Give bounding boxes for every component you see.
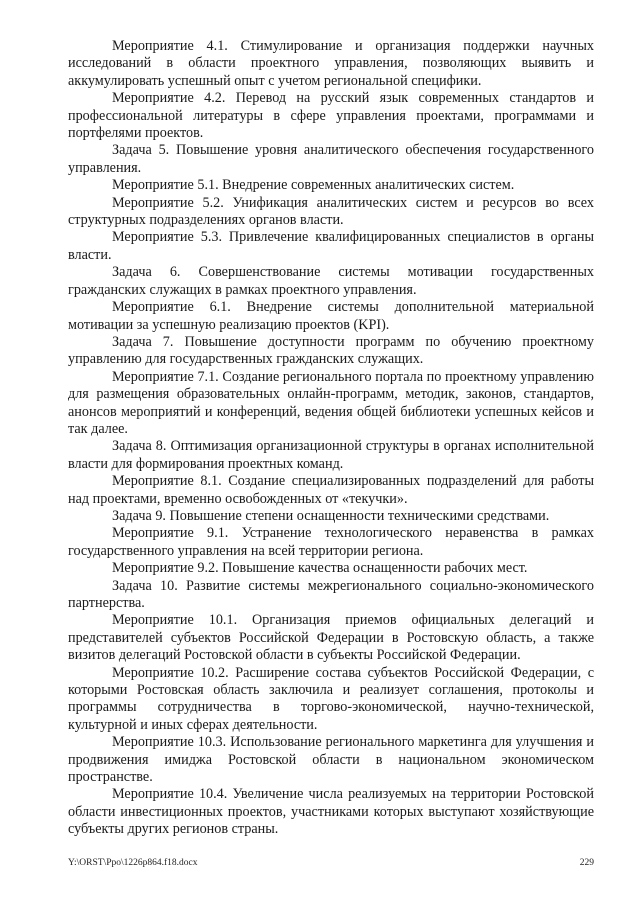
paragraph-measure-6-1: Мероприятие 6.1. Внедрение системы дополнительной материальной мотивации за успешную реализацию проектов (KPI). xyxy=(68,299,594,333)
paragraph-task-6: Задача 6. Совершенствование системы мотивации государственных гражданских служащих в рамках проектного управления. xyxy=(68,264,594,298)
paragraph-measure-5-2: Мероприятие 5.2. Унификация аналитических систем и ресурсов во всех структурных подразделениях органов власти. xyxy=(68,194,594,229)
paragraph-measure-5-3: Мероприятие 5.3. Привлечение квалифицированных специалистов в органы власти. xyxy=(68,229,594,263)
paragraph-task-10: Задача 10. Развитие системы межрегионального социально-экономического партнерства. xyxy=(68,577,594,611)
document-body xyxy=(68,38,594,839)
paragraph-measure-4-2: Мероприятие 4.2. Перевод на русский язык современных стандартов и профессиональной литературы в сфере управления проектами, программами и портфелями проектов. xyxy=(68,90,594,142)
paragraph-measure-9-2: Мероприятие 9.2. Повышение качества оснащенности рабочих мест. xyxy=(112,560,528,577)
paragraph-measure-9-1: Мероприятие 9.1. Устранение технологического неравенства в рамках государственного управления на всей территории региона. xyxy=(68,525,594,559)
footer-file-path: Y:\ORST\Ppo\1226p864.f18.docx xyxy=(68,858,198,868)
paragraph-task-8: Задача 8. Оптимизация организационной структуры в органах исполнительной власти для формирования проектных команд. xyxy=(68,438,594,472)
paragraph-measure-8-1: Мероприятие 8.1. Создание специализированных подразделений для работы над проектами, временно освобожденных от «текучки». xyxy=(68,473,594,507)
paragraph-measure-10-2: Мероприятие 10.2. Расширение состава субъектов Российской Федерации, с которыми Ростовская область заключила и реализует соглашения, протоколы и программы сотрудничества в торгово-экономической, научно-технической, культурной и иных сферах деятельности. xyxy=(68,664,594,733)
page-number: 229 xyxy=(579,858,594,868)
paragraph-measure-7-1: Мероприятие 7.1. Создание регионального портала по проектному управлению для размещения образовательных онлайн-программ, методик, законов, стандартов, анонсов мероприятий и конференций, ведения общей библиотеки успешных кейсов и так далее. xyxy=(68,368,594,437)
paragraph-task-5: Задача 5. Повышение уровня аналитического обеспечения государственного управления. xyxy=(68,142,594,176)
paragraph-measure-4-1: Мероприятие 4.1. Стимулирование и организация поддержки научных исследований в области проектного управления, позволяющих выявить и аккумулировать успешный опыт с учетом региональной специфики. xyxy=(68,38,594,89)
paragraph-measure-10-4: Мероприятие 10.4. Увеличение числа реализуемых на территории Ростовской области инвестиционных проектов, участниками которых выступают хозяйствующие субъекты других регионов страны. xyxy=(68,786,594,838)
paragraph-task-9: Задача 9. Повышение степени оснащенности техническими средствами. xyxy=(112,507,550,524)
paragraph-measure-10-1: Мероприятие 10.1. Организация приемов официальных делегаций и представителей субъектов Российской Федерации в Ростовскую область, а также визитов делегаций Ростовской области в субъекты Российской Федерации. xyxy=(68,612,594,664)
paragraph-measure-10-3: Мероприятие 10.3. Использование регионального маркетинга для улучшения и продвижения имиджа Ростовской области в национальном экономическом пространстве. xyxy=(68,734,594,786)
paragraph-measure-5-1: Мероприятие 5.1. Внедрение современных аналитических систем. xyxy=(112,177,515,194)
paragraph-task-7: Задача 7. Повышение доступности программ по обучению проектному управлению для государственных гражданских служащих. xyxy=(68,333,594,368)
